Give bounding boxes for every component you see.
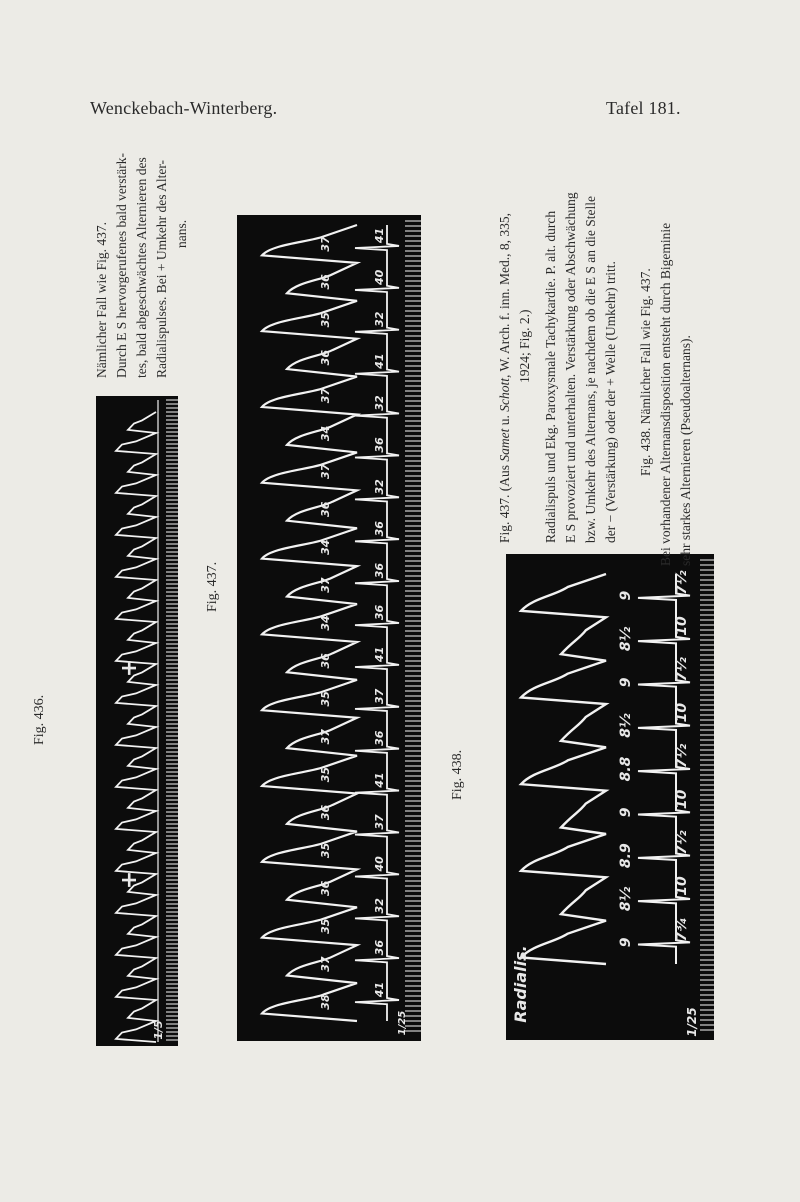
fig437-caption [495,192,621,543]
fig437-ecg-interval-label: 36 [373,562,386,579]
plate-author-header: Wenckebach-Winterberg. [90,98,278,118]
fig437-tracing [237,215,421,1041]
fig438-ecg-interval-label: 10 [674,616,690,636]
fig438-caption-line: sehr starkes Alternieren (Pseudoalternans). [678,335,693,566]
fig438-caption-line: Fig. 438. Nämlicher Fall wie Fig. 437. [638,268,653,476]
fig437-interval-label: 35 [319,312,332,328]
fig437-interval-label: 36 [319,804,332,821]
fig437-interval-label: 35 [319,842,332,859]
fig437-interval-label: 36 [319,880,332,896]
fig437-author2: Schott, [497,374,512,412]
fig438-ecg-interval-label: 7½ [674,743,690,769]
fig436-time-ticks [166,400,178,1040]
fig436-caption-line: Radialispulses. Bei + Umkehr des Alter- [154,159,169,378]
fig437-interval-label: 34 [319,539,332,555]
fig436-scale-label: 1/5 [152,1020,165,1040]
fig437-ecg-interval-label: 36 [373,940,386,956]
fig437-ecg-interval-label: 36 [373,604,386,621]
fig438-interval-label: 9 [618,937,634,948]
fig437-ecg-interval-label: 41 [373,227,386,244]
fig438-tracing [506,554,714,1040]
fig437-interval-label: 37 [319,577,332,593]
fig438-interval-label: 8½ [618,626,634,652]
fig438-interval-label: 8.8 [618,756,634,782]
fig437-ecg-interval-label: 36 [373,730,386,746]
fig437-ecg-interval-label: 37 [373,688,386,704]
fig437-caption-line: bzw. Umkehr des Alternans, je nachdem ob die E S an die Stelle [583,195,598,543]
fig438-ecg-interval-label: 7½ [674,830,690,855]
fig438-strip-title: Radialis. [511,945,530,1023]
fig438-ecg-interval-label: 10 [674,702,690,723]
fig437-ecg-interval-label: 32 [373,479,386,495]
fig437-ecg-interval-label: 41 [373,772,386,788]
fig437-interval-label: 35 [319,766,332,783]
fig437-interval-label: 37 [319,236,332,252]
fig437-interval-label: 34 [319,425,332,442]
fig437-interval-label: 35 [319,918,332,934]
fig437-scale-label: 1/25 [397,1010,408,1036]
fig437-joiner: u. [497,411,512,429]
fig437-label: Fig. 437. [205,561,220,612]
fig436-tracing [96,396,178,1046]
fig436-plus-mark: + [117,870,142,890]
fig437-ecg-interval-label: 32 [373,898,386,914]
fig438-interval-label: 9 [618,807,634,818]
fig437-ecg-interval-label: 40 [373,269,386,286]
fig437-interval-label: 35 [319,691,332,707]
fig437-interval-label: 36 [319,653,332,669]
fig437-interval-label: 38 [319,994,332,1010]
fig437-interval-label: 37 [319,387,332,404]
fig437-source-rest: W. Arch. f. inn. Med., 8, 335, [497,212,512,375]
fig436-caption [92,153,192,378]
fig437-source-line2: 1924; Fig. 2.) [517,309,532,383]
fig438-label: Fig. 438. [450,749,465,800]
fig437-interval-label: 37 [319,729,332,745]
fig436-pulse-trace [116,412,156,1042]
fig436-tracing-svg [96,396,178,1046]
fig438-scale-label: 1/25 [685,1007,699,1037]
fig438-pulse-trace [521,574,606,964]
fig437-source-prefix: Fig. 437. (Aus [497,461,512,543]
fig437-time-ticks [405,221,421,1031]
fig437-ecg-interval-label: 36 [373,521,386,537]
fig437-ecg-interval-label: 37 [373,814,386,830]
fig437-ecg-interval-label: 41 [373,646,386,663]
fig436-label: Fig. 436. [32,694,47,745]
fig438-ecg-interval-label: 10 [674,789,690,810]
fig437-interval-label: 36 [319,501,332,517]
fig437-ecg-interval-label: 41 [373,353,386,369]
fig437-ecg-interval-label: 40 [373,856,386,872]
fig438-caption-line: Bei vorhandener Alternansdisposition entsteht durch Bigeminie [658,222,673,566]
fig437-interval-label: 36 [319,274,332,290]
fig437-ecg-interval-label: 32 [373,311,386,327]
fig438-interval-label: 9 [618,590,634,601]
fig438-interval-label: 8.9 [618,843,634,869]
fig437-interval-label: 34 [319,615,332,631]
fig437-author1: Samet [497,428,512,462]
fig436-caption-line: Nämlicher Fall wie Fig. 437. [94,222,109,378]
fig437-caption-line: E S provoziert und unterhalten. Verstärkung oder Abschwächung [563,192,578,543]
fig437-caption-line: Radialispuls und Ekg. Paroxysmale Tachykardie. P. alt. durch [543,210,558,543]
fig436-caption-line: nans. [174,219,189,248]
fig437-pulse-trace [262,225,357,1021]
fig437-ecg-interval-label: 41 [373,981,386,998]
fig437-interval-label: 36 [319,350,332,366]
fig436-caption-line: Durch E S hervorgerufenes bald verstärk- [114,152,129,378]
fig437-ecg-interval-label: 32 [373,395,386,411]
fig438-ecg-interval-label: 7½ [674,570,690,595]
fig438-ecg-interval-label: 7½ [674,657,690,682]
fig438-tracing-svg [506,554,714,1040]
fig437-ecg-interval-label: 36 [373,437,386,453]
fig438-ecg-interval-label: 10 [674,876,690,896]
fig438-time-ticks [700,560,714,1030]
plate-number-header: Tafel 181. [606,98,681,118]
fig438-interval-label: 9 [618,677,634,688]
fig436-caption-line: tes, bald abgeschwächtes Alternieren des [134,157,149,378]
fig437-tracing-svg [237,215,421,1041]
fig438-ecg-interval-label: 7¾ [674,917,690,942]
fig436-plus-mark: + [117,658,142,678]
fig438-caption [636,223,696,566]
fig437-caption-line: der − (Verstärkung) oder der + Welle (Umkehr) tritt. [603,261,618,543]
fig437-interval-label: 37 [319,463,332,480]
fig438-interval-label: 8½ [618,713,634,738]
fig438-interval-label: 8½ [618,886,634,912]
fig437-source-line [495,192,515,543]
fig437-interval-label: 37 [319,956,332,972]
